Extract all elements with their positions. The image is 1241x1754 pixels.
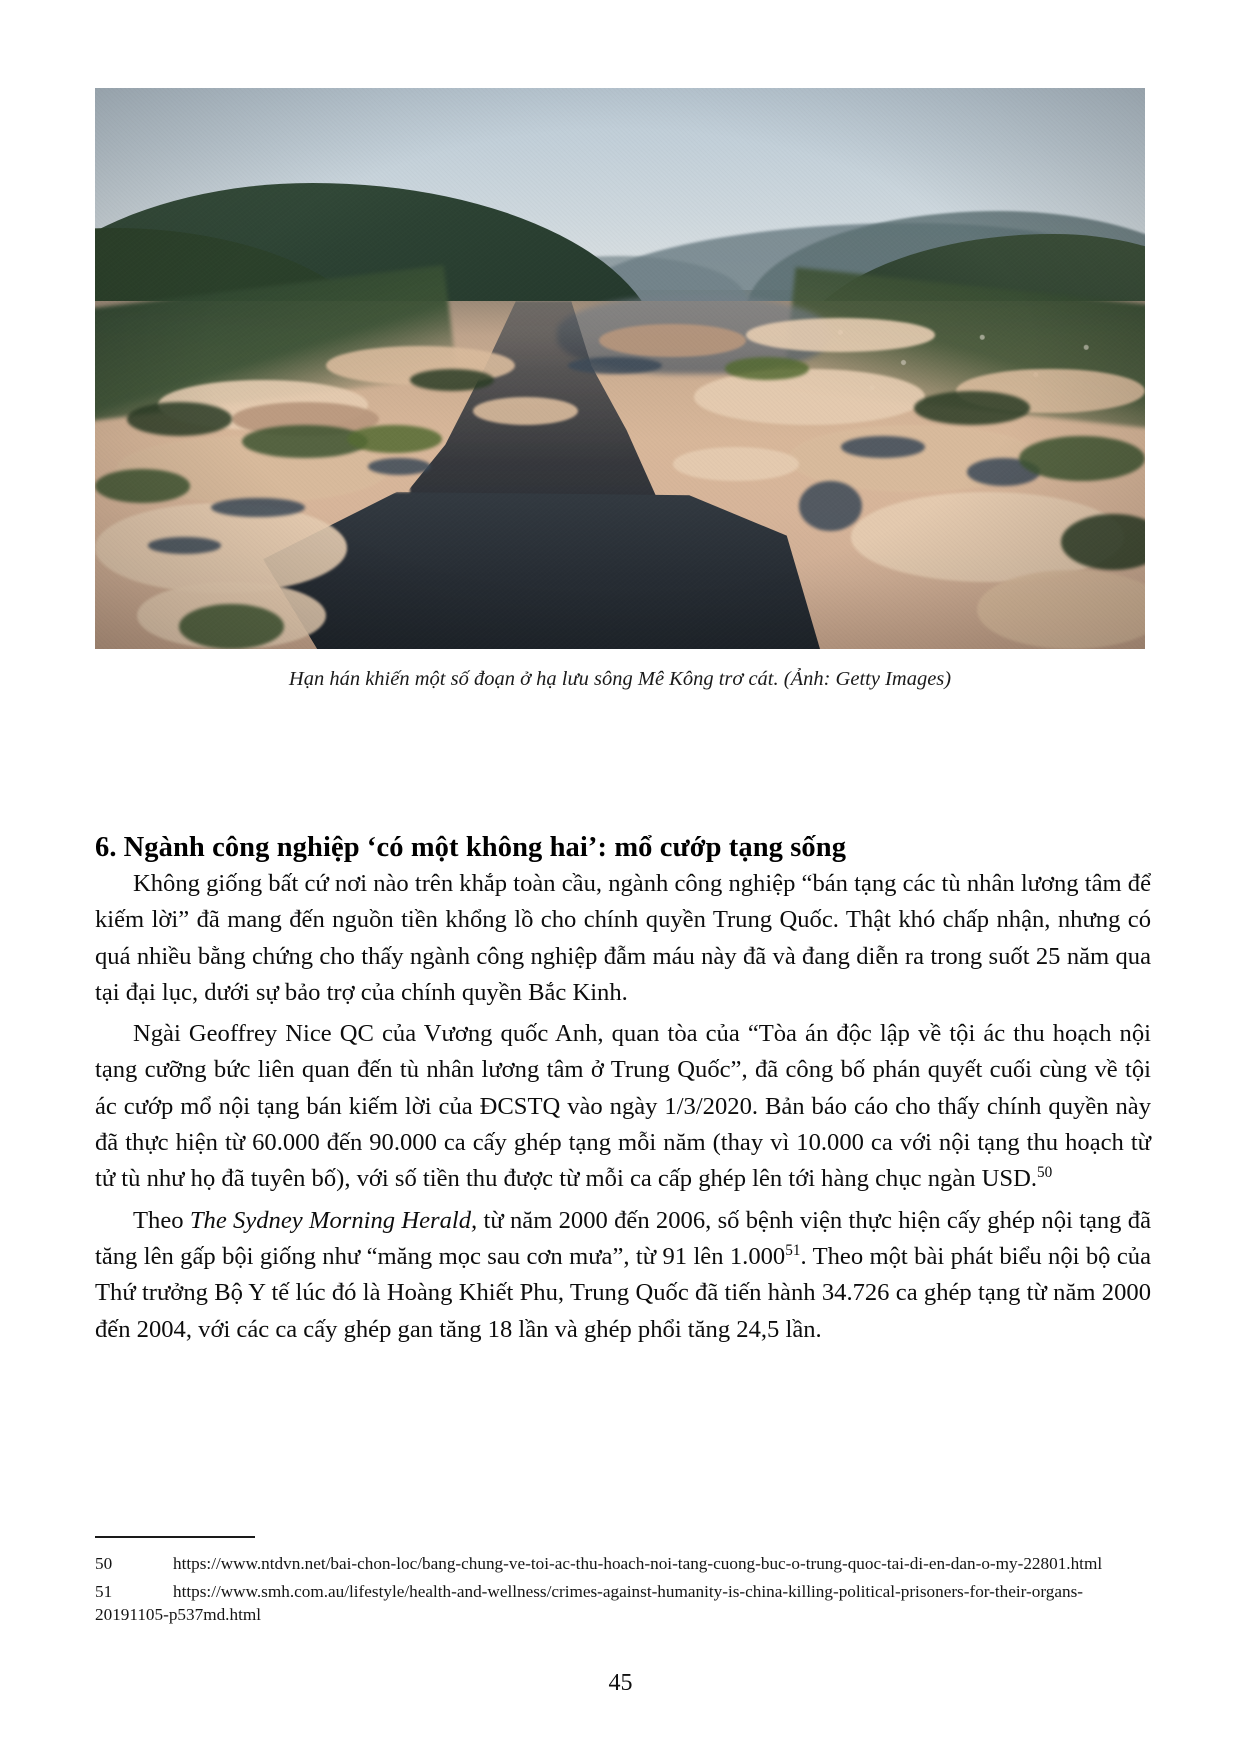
paragraph-3 [95, 1203, 1151, 1348]
photo-vegetation-clump [725, 357, 809, 379]
paragraph-3-lead: Theo [133, 1206, 190, 1234]
photo-vegetation-clump [127, 402, 232, 436]
photo-sandbar [95, 503, 347, 593]
photo-water-pool [368, 458, 431, 475]
photo-sandbar [694, 369, 925, 425]
photo-sandbar [599, 324, 746, 358]
publication-title: The Sydney Morning Herald, [189, 1206, 478, 1234]
photo-water-pool [568, 357, 663, 374]
paragraph-2 [95, 1016, 1151, 1197]
footnote-item [95, 1580, 1151, 1626]
body-text [95, 866, 1151, 1348]
photo-sandbar [746, 318, 935, 352]
paragraph-3-mid: từ năm 2000 đến 2006, số bệnh viện thực hiện cấy ghép nội tạng đã tăng lên gấp bội giống như “măng mọc sau cơn mưa”, từ 91 lên 1.000 [95, 1206, 1151, 1270]
paragraph-1-text: Không giống bất cứ nơi nào trên khắp toàn cầu, ngành công nghiệp “bán tạng các tù nhân lương tâm để kiếm lời” đã mang đến nguồn tiền khổng lồ cho chính quyền Trung Quốc. Thật khó chấp nhận, nhưng có quá nhiều bằng chứng cho thấy ngành công nghiệp đẫm máu này đã và đang diễn ra trong suốt 25 năm qua tại đại lục, dưới sự bảo trợ của chính quyền Bắc Kinh. [95, 870, 1151, 1006]
footnote-separator-rule [95, 1536, 255, 1538]
photo-vegetation-clump [95, 469, 190, 503]
section-heading [95, 830, 1145, 866]
photo-water-pool [211, 498, 306, 518]
photo-water-pool [841, 436, 925, 458]
footnote-number: 50 [95, 1554, 113, 1573]
photo-vegetation-clump [179, 604, 284, 649]
photo-water-pool [799, 481, 862, 531]
photo-vegetation-clump [410, 369, 494, 391]
paragraph-1 [95, 866, 1151, 1011]
photo-vegetation-clump [347, 425, 442, 453]
paragraph-3-tail: . Theo một bài phát biểu nội bộ của Thứ trưởng Bộ Y tế lúc đó là Hoàng Khiết Phu, Trung Quốc đã tiến hành 34.726 ca ghép tạng từ năm 2000 đến 2004, với các ca cấy ghép gan tăng 18 lần và ghép phổi tăng 24,5 lần. [95, 1242, 1151, 1343]
footnote-list [95, 1552, 1151, 1631]
section-heading-number: 6. [95, 831, 117, 863]
footnote-url[interactable]: https://www.smh.com.au/lifestyle/health-and-wellness/crimes-against-humanity-is-china-killing-political-prisoners-for-their-organs-20191105-p537md.html [95, 1582, 1084, 1624]
footnote-number: 51 [95, 1582, 113, 1601]
section-heading-text: Ngành công nghiệp ‘có một không hai’: mổ cướp tạng sống [123, 831, 847, 863]
figure-photo-mekong [95, 88, 1145, 649]
photo-vegetation-clump [1019, 436, 1145, 481]
page-number: 45 [608, 1670, 633, 1696]
footnote-url[interactable]: https://www.ntdvn.net/bai-chon-loc/bang-chung-ve-toi-ac-thu-hoach-noi-tang-cuong-buc-o-trung-quoc-tai-di-en-dan-o-my-22801.html [173, 1554, 1103, 1573]
photo-water-pool [148, 537, 222, 554]
photo-vegetation-clump [914, 391, 1030, 425]
footnote-item [95, 1552, 1151, 1575]
footnote-ref-50[interactable]: 50 [1037, 1164, 1053, 1182]
footnote-ref-51[interactable]: 51 [785, 1241, 801, 1259]
photo-canvas [95, 88, 1145, 649]
photo-sandbar [673, 447, 799, 481]
photo-sandbar [473, 397, 578, 425]
figure-caption: Hạn hán khiến một số đoạn ở hạ lưu sông Mê Kông trơ cát. (Ảnh: Getty Images) [288, 668, 952, 690]
paragraph-2-text: Ngài Geoffrey Nice QC của Vương quốc Anh, quan tòa của “Tòa án độc lập về tội ác thu hoạch nội tạng cưỡng bức liên quan đến tù nhân lương tâm ở Trung Quốc”, đã công bố phán quyết cuối cùng về tội ác cướp mổ nội tạng bán kiếm lời của ĐCSTQ vào ngày 1/3/2020. Bản báo cáo cho thấy chính quyền này đã thực hiện từ 60.000 đến 90.000 ca cấy ghép tạng mỗi năm (thay vì 10.000 ca với nội tạng thu hoạch từ tử tù như họ đã tuyên bố), với số tiền thu được từ mỗi ca cấp ghép lên tới hàng chục ngàn USD. [95, 1020, 1151, 1193]
